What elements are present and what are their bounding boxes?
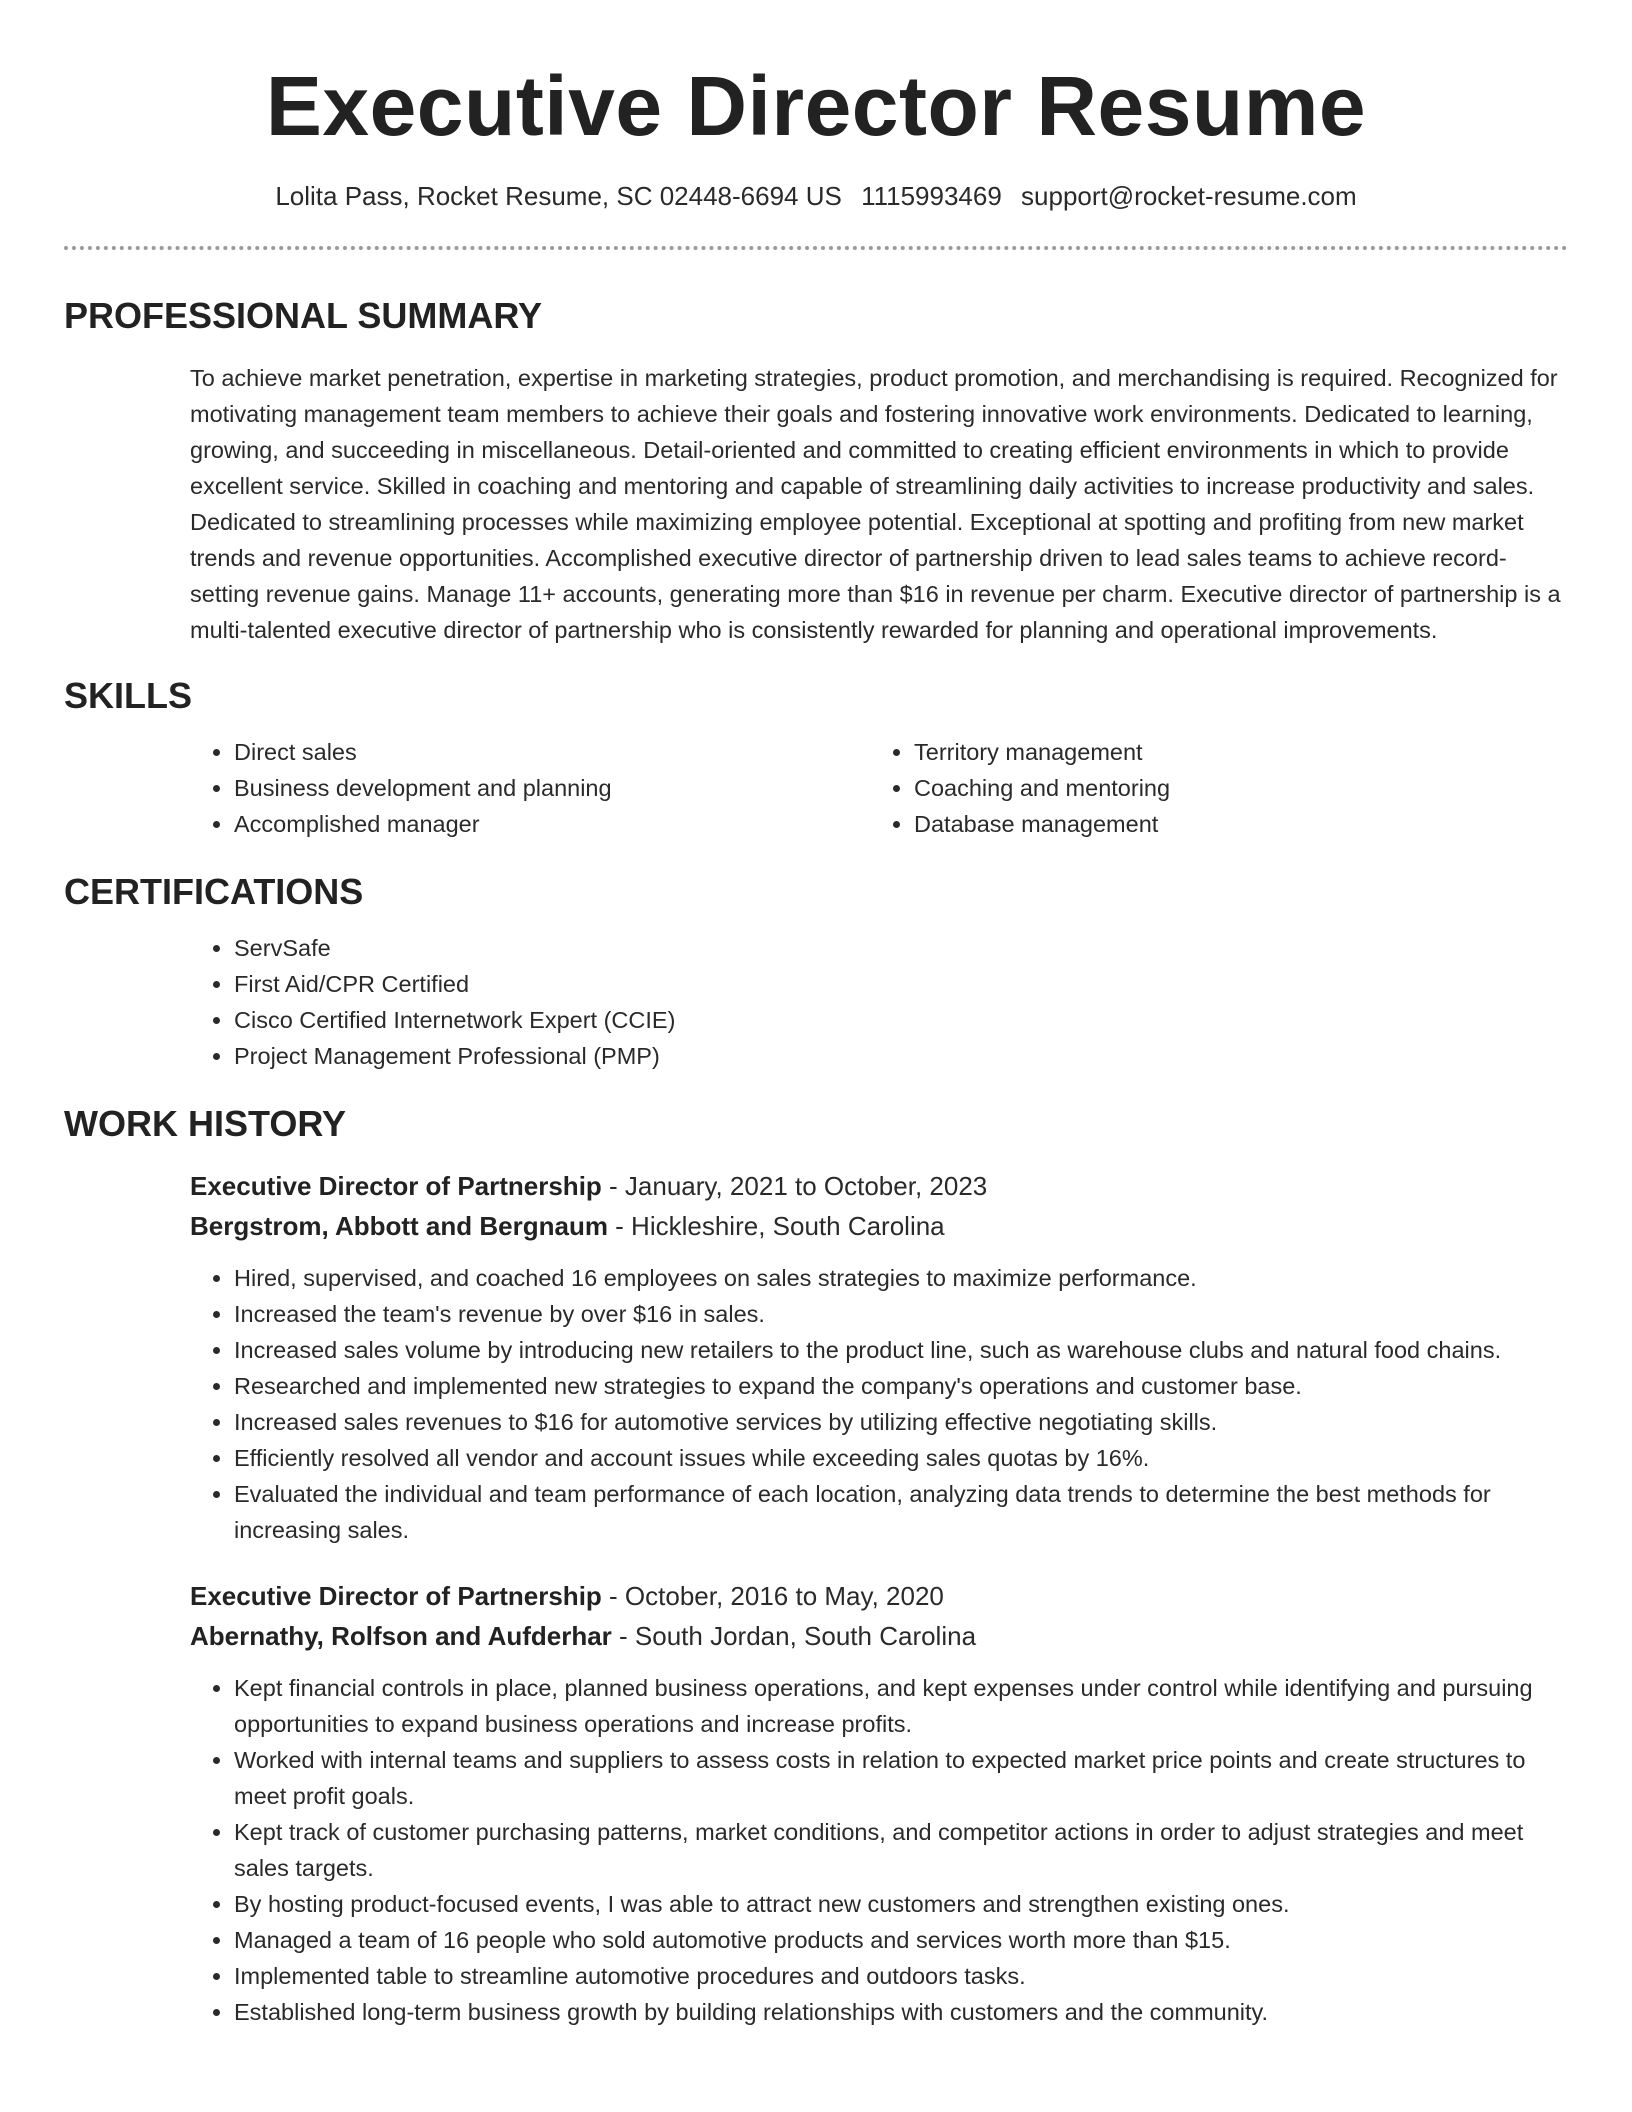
job-entry <box>190 1576 1568 2030</box>
job-duty: • Increased sales volume by introducing new retailers to the product line, such as warehouse clubs and natural food chains. <box>234 1332 1568 1368</box>
job-title-line <box>190 1166 1568 1206</box>
job-title: Executive Director of Partnership <box>190 1171 602 1201</box>
skill-item: • Territory management <box>914 734 1550 770</box>
job-location: - South Jordan, South Carolina <box>611 1621 977 1651</box>
job-title-line <box>190 1576 1568 1616</box>
skill-item: • Coaching and mentoring <box>914 770 1550 806</box>
resume-page <box>64 0 1568 2030</box>
job-duties-list <box>190 1670 1568 2030</box>
job-duty: • Researched and implemented new strategies to expand the company's operations and customer base. <box>234 1368 1568 1404</box>
skills-list-right <box>870 734 1550 842</box>
skill-item: • Business development and planning <box>234 770 870 806</box>
certifications-heading: CERTIFICATIONS <box>64 871 364 912</box>
certifications-list <box>190 930 1568 1074</box>
certification-item: • Project Management Professional (PMP) <box>234 1038 1568 1074</box>
summary-heading: PROFESSIONAL SUMMARY <box>64 295 543 336</box>
job-duty: • Implemented table to streamline automotive procedures and outdoors tasks. <box>234 1958 1568 1994</box>
job-duty: • Worked with internal teams and suppliers to assess costs in relation to expected market price points and create structures to meet profit goals. <box>234 1742 1568 1814</box>
job-location: - Hickleshire, South Carolina <box>607 1211 945 1241</box>
job-duty: • Managed a team of 16 people who sold automotive products and services worth more than $15. <box>234 1922 1568 1958</box>
job-duty: • Evaluated the individual and team performance of each location, analyzing data trends to determine the best methods for increasing sales. <box>234 1476 1568 1548</box>
skill-item: • Database management <box>914 806 1550 842</box>
work-history-heading: WORK HISTORY <box>64 1103 347 1144</box>
job-dates: - January, 2021 to October, 2023 <box>601 1171 988 1201</box>
summary-text: To achieve market penetration, expertise in marketing strategies, product promotion, and merchandising is required. Recognized for motivating management team members to achieve their goals and fostering innovative work environments. Dedicated to learning, growing, and succeeding in miscellaneous. Detail-oriented and committed to creating efficient environments in which to provide excellent service. Skilled in coaching and mentoring and capable of streamlining daily activities to increase productivity and sales. Dedicated to streamlining processes while maximizing employee potential. Exceptional at spotting and profiting from new market trends and revenue opportunities. Accomplished executive director of partnership driven to lead sales teams to achieve record-setting revenue gains. Manage 11+ accounts, generating more than $16 in revenue per charm. Executive director of partnership is a multi-talented executive director of partnership who is consistently rewarded for planning and operational improvements. <box>190 365 1561 643</box>
resume-title: Executive Director Resume <box>265 59 1367 153</box>
job-duty: • By hosting product-focused events, I was able to attract new customers and strengthen existing ones. <box>234 1886 1568 1922</box>
job-duty: • Hired, supervised, and coached 16 employees on sales strategies to maximize performance. <box>234 1260 1568 1296</box>
contact-email: support@rocket-resume.com <box>1021 181 1357 211</box>
skill-item: • Accomplished manager <box>234 806 870 842</box>
contact-address: Lolita Pass, Rocket Resume, SC 02448-6694 US <box>275 181 842 211</box>
job-duty: • Efficiently resolved all vendor and account issues while exceeding sales quotas by 16%. <box>234 1440 1568 1476</box>
skill-item: • Direct sales <box>234 734 870 770</box>
contact-line <box>64 180 1568 212</box>
job-company: Abernathy, Rolfson and Aufderhar <box>190 1621 612 1651</box>
job-duty: • Increased the team's revenue by over $16 in sales. <box>234 1296 1568 1332</box>
job-duty: • Increased sales revenues to $16 for automotive services by utilizing effective negotiating skills. <box>234 1404 1568 1440</box>
contact-phone: 1115993469 <box>861 181 1002 211</box>
job-duty: • Kept track of customer purchasing patterns, market conditions, and competitor actions in order to adjust strategies and meet sales targets. <box>234 1814 1568 1886</box>
skills-grid <box>190 734 1568 842</box>
job-company-line <box>190 1616 1568 1656</box>
job-duty: • Kept financial controls in place, planned business operations, and kept expenses under control while identifying and pursuing opportunities to expand business operations and increase profits. <box>234 1670 1568 1742</box>
job-entry <box>190 1166 1568 1548</box>
header-divider <box>64 246 1568 250</box>
certification-item: • First Aid/CPR Certified <box>234 966 1568 1002</box>
job-duty: • Established long-term business growth by building relationships with customers and the community. <box>234 1994 1568 2030</box>
skills-heading: SKILLS <box>64 675 193 716</box>
job-company-line <box>190 1206 1568 1246</box>
job-duties-list <box>190 1260 1568 1548</box>
job-dates: - October, 2016 to May, 2020 <box>601 1581 944 1611</box>
skills-list-left <box>190 734 870 842</box>
job-title: Executive Director of Partnership <box>190 1581 602 1611</box>
job-company: Bergstrom, Abbott and Bergnaum <box>190 1211 608 1241</box>
certification-item: • Cisco Certified Internetwork Expert (CCIE) <box>234 1002 1568 1038</box>
certification-item: • ServSafe <box>234 930 1568 966</box>
